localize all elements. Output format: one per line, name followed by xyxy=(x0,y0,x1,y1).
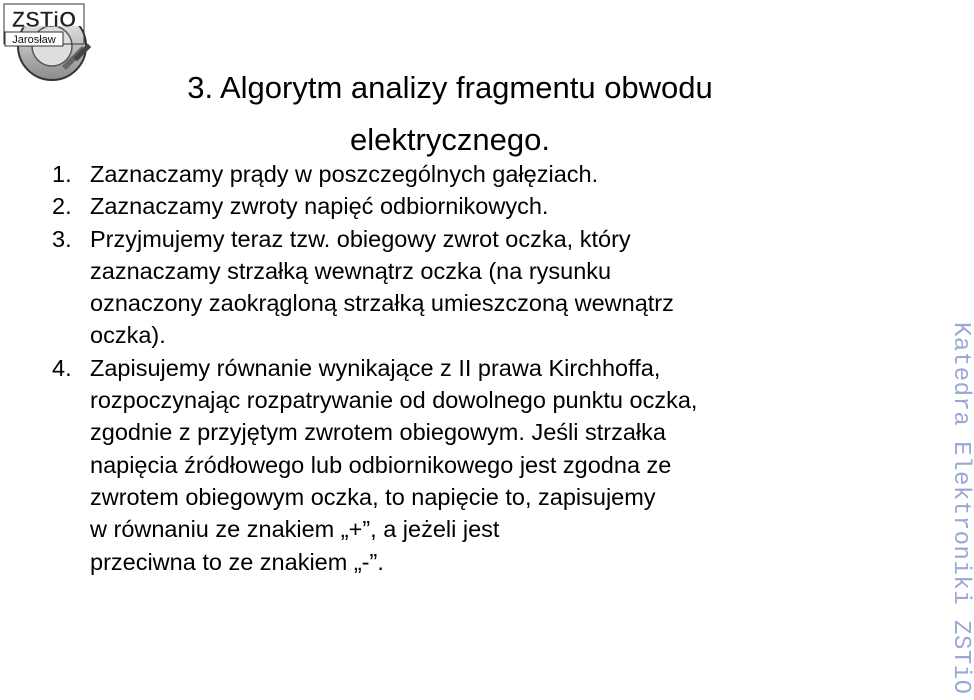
item-line: Zaznaczamy zwroty napięć odbiornikowych. xyxy=(90,193,549,220)
item-number: 2. xyxy=(52,193,72,220)
steps-list xyxy=(0,158,880,578)
list-item xyxy=(0,223,880,352)
item-line: zwrotem obiegowym oczka, to napięcie to, zapisujemy xyxy=(90,483,656,510)
school-logo xyxy=(2,2,100,84)
title-line-2: elektrycznego. xyxy=(350,122,550,157)
list-item xyxy=(0,352,880,578)
item-line: przeciwna to ze znakiem „-”. xyxy=(90,548,384,575)
item-line: Przyjmujemy teraz tzw. obiegowy zwrot oczka, który xyxy=(90,225,631,252)
item-number: 3. xyxy=(52,225,72,252)
item-line: zaznaczamy strzałką wewnątrz oczka (na rysunku xyxy=(90,257,612,284)
item-line: oczka). xyxy=(90,322,166,349)
item-line: zgodnie z przyjętym zwrotem obiegowym. Jeśli strzałka xyxy=(90,419,666,446)
slide-title xyxy=(100,62,800,166)
item-line: rozpoczynając rozpatrywanie od dowolnego punktu oczka, xyxy=(90,387,698,414)
logo-top-text: ZSTiO xyxy=(11,7,77,32)
item-number: 1. xyxy=(52,161,72,187)
item-line: napięcia źródłowego lub odbiornikowego jest zgodna ze xyxy=(90,451,672,478)
logo-bottom-text: Jarosław xyxy=(12,34,56,46)
item-line: Zaznaczamy prądy w poszczególnych gałęziach. xyxy=(90,161,599,187)
item-number: 4. xyxy=(52,354,72,381)
title-line-1: 3. Algorytm analizy fragmentu obwodu xyxy=(187,70,713,105)
item-line: Zapisujemy równanie wynikające z II prawa Kirchhoffa, xyxy=(90,354,661,381)
item-line: w równaniu ze znakiem „+”, a jeżeli jest xyxy=(90,516,500,543)
side-footer-text: Katedra Elektroniki ZSTiO xyxy=(947,322,974,695)
item-line: oznaczony zaokrągloną strzałką umieszczoną wewnątrz xyxy=(90,290,674,317)
list-item xyxy=(0,158,880,190)
list-item xyxy=(0,190,880,222)
